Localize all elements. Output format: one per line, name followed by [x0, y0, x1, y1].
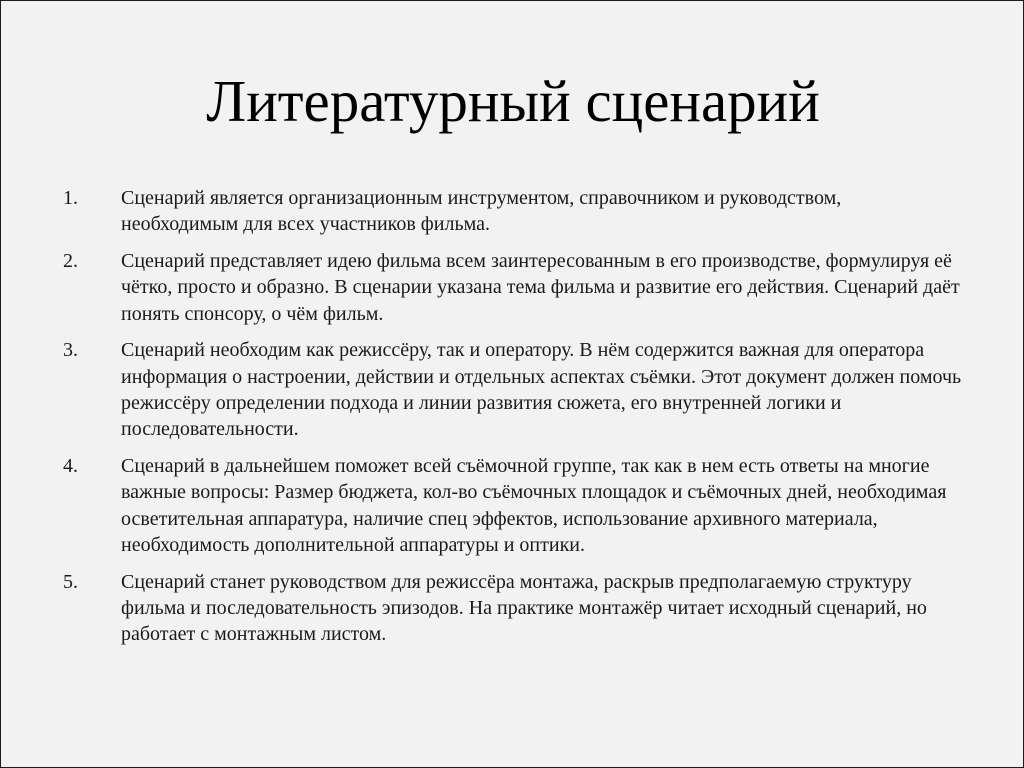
- list-item: [63, 569, 963, 648]
- list-item: [63, 453, 963, 558]
- list-item-text: Сценарий в дальнейшем поможет всей съёмочной группе, так как в нем есть ответы на многие важные вопросы: Размер бюджета, кол-во съёмочных площадок и съёмочных дней, необходимая осветительная аппаратура, наличие спец эффектов, использование архивного материала, необходимость дополнительной аппаратуры и оптики.: [121, 455, 947, 557]
- list-item-number: 3.: [63, 339, 78, 362]
- slide-title: Литературный сценарий: [206, 68, 820, 134]
- list-item-text: Сценарий является организационным инструментом, справочником и руководством, необходимым для всех участников фильма.: [121, 187, 842, 236]
- list-item: [63, 337, 963, 442]
- list-item-text: Сценарий станет руководством для режиссёра монтажа, раскрыв предполагаемую структуру фильма и последовательность эпизодов. На практике монтажёр читает исходный сценарий, но работает с монтажным листом.: [121, 570, 927, 646]
- list-item-text: Сценарий необходим как режиссёру, так и оператору. В нём содержится важная для оператора информация о настроении, действии и отдельных аспектах съёмки. Этот документ должен помочь режиссёру определении подхода и линии развития сюжета, его внутренней логики и последовательности.: [121, 339, 962, 441]
- list-item-number: 1.: [63, 187, 78, 209]
- numbered-list: [63, 185, 963, 658]
- list-item: [63, 185, 963, 238]
- list-item: [63, 248, 963, 327]
- list-item-number: 4.: [63, 455, 78, 478]
- list-item-number: 5.: [63, 570, 78, 593]
- list-item-text: Сценарий представляет идею фильма всем заинтересованным в его производстве, формулируя её чётко, просто и образно. В сценарии указана тема фильма и развитие его действия. Сценарий даёт понять спонсору, о чём фильм.: [121, 250, 960, 325]
- list-item-number: 2.: [63, 250, 78, 273]
